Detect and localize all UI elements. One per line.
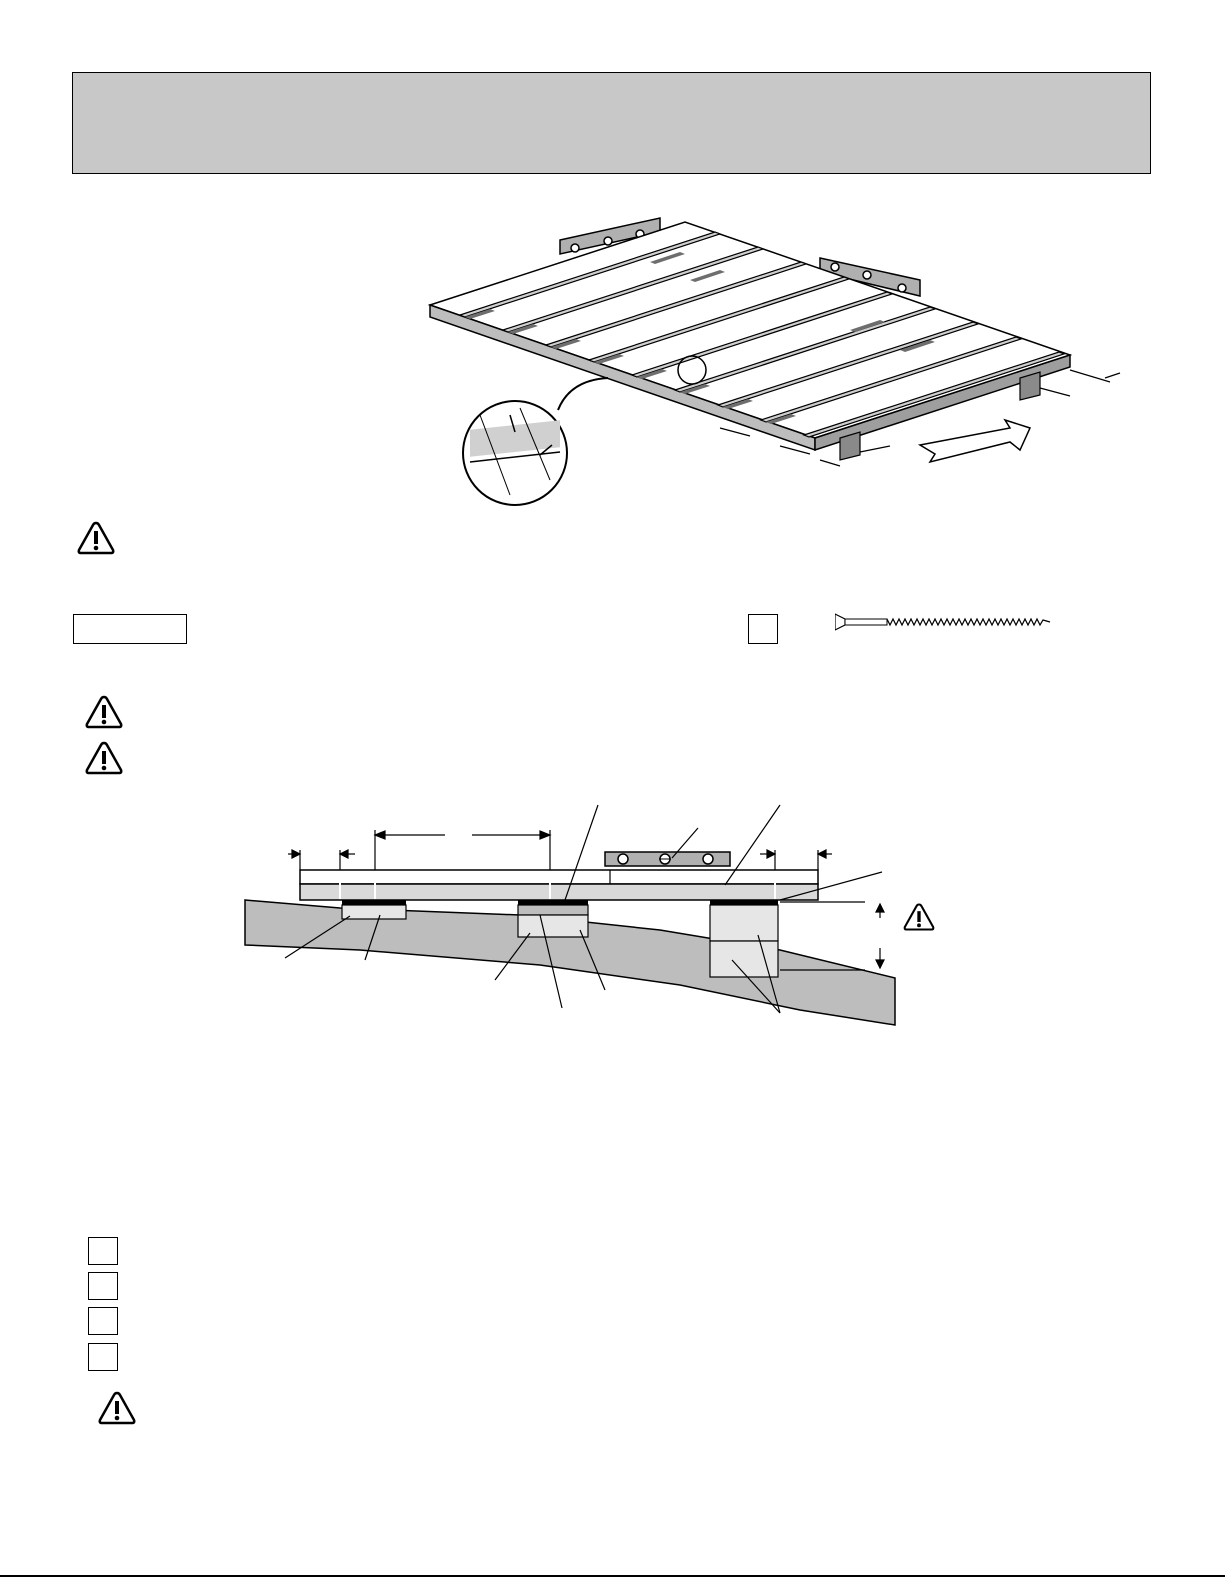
block-pad-1 <box>342 900 406 919</box>
screw-icon <box>835 612 1055 632</box>
block-pad-3 <box>710 900 778 977</box>
direction-arrow <box>920 420 1030 462</box>
checklist-box-4[interactable] <box>88 1343 118 1371</box>
beam <box>300 870 818 884</box>
footer-rule <box>0 1575 1225 1577</box>
block-pad-2 <box>518 900 588 937</box>
part-checkbox <box>748 614 778 644</box>
warning-icon <box>84 694 124 730</box>
warning-icon <box>97 1390 137 1426</box>
warning-icon <box>902 902 936 932</box>
warning-icon <box>84 740 124 776</box>
detail-magnifier <box>463 378 608 505</box>
beam-lower <box>300 884 818 900</box>
checklist-box-3[interactable] <box>88 1307 118 1335</box>
header-bar <box>72 72 1151 174</box>
label-box <box>73 614 187 644</box>
floor-frame-illustration <box>420 210 1140 515</box>
checklist-box-2[interactable] <box>88 1272 118 1300</box>
level-tool <box>605 852 730 866</box>
foundation-section-illustration <box>240 800 940 1030</box>
checklist-box-1[interactable] <box>88 1237 118 1265</box>
warning-icon <box>76 520 116 556</box>
